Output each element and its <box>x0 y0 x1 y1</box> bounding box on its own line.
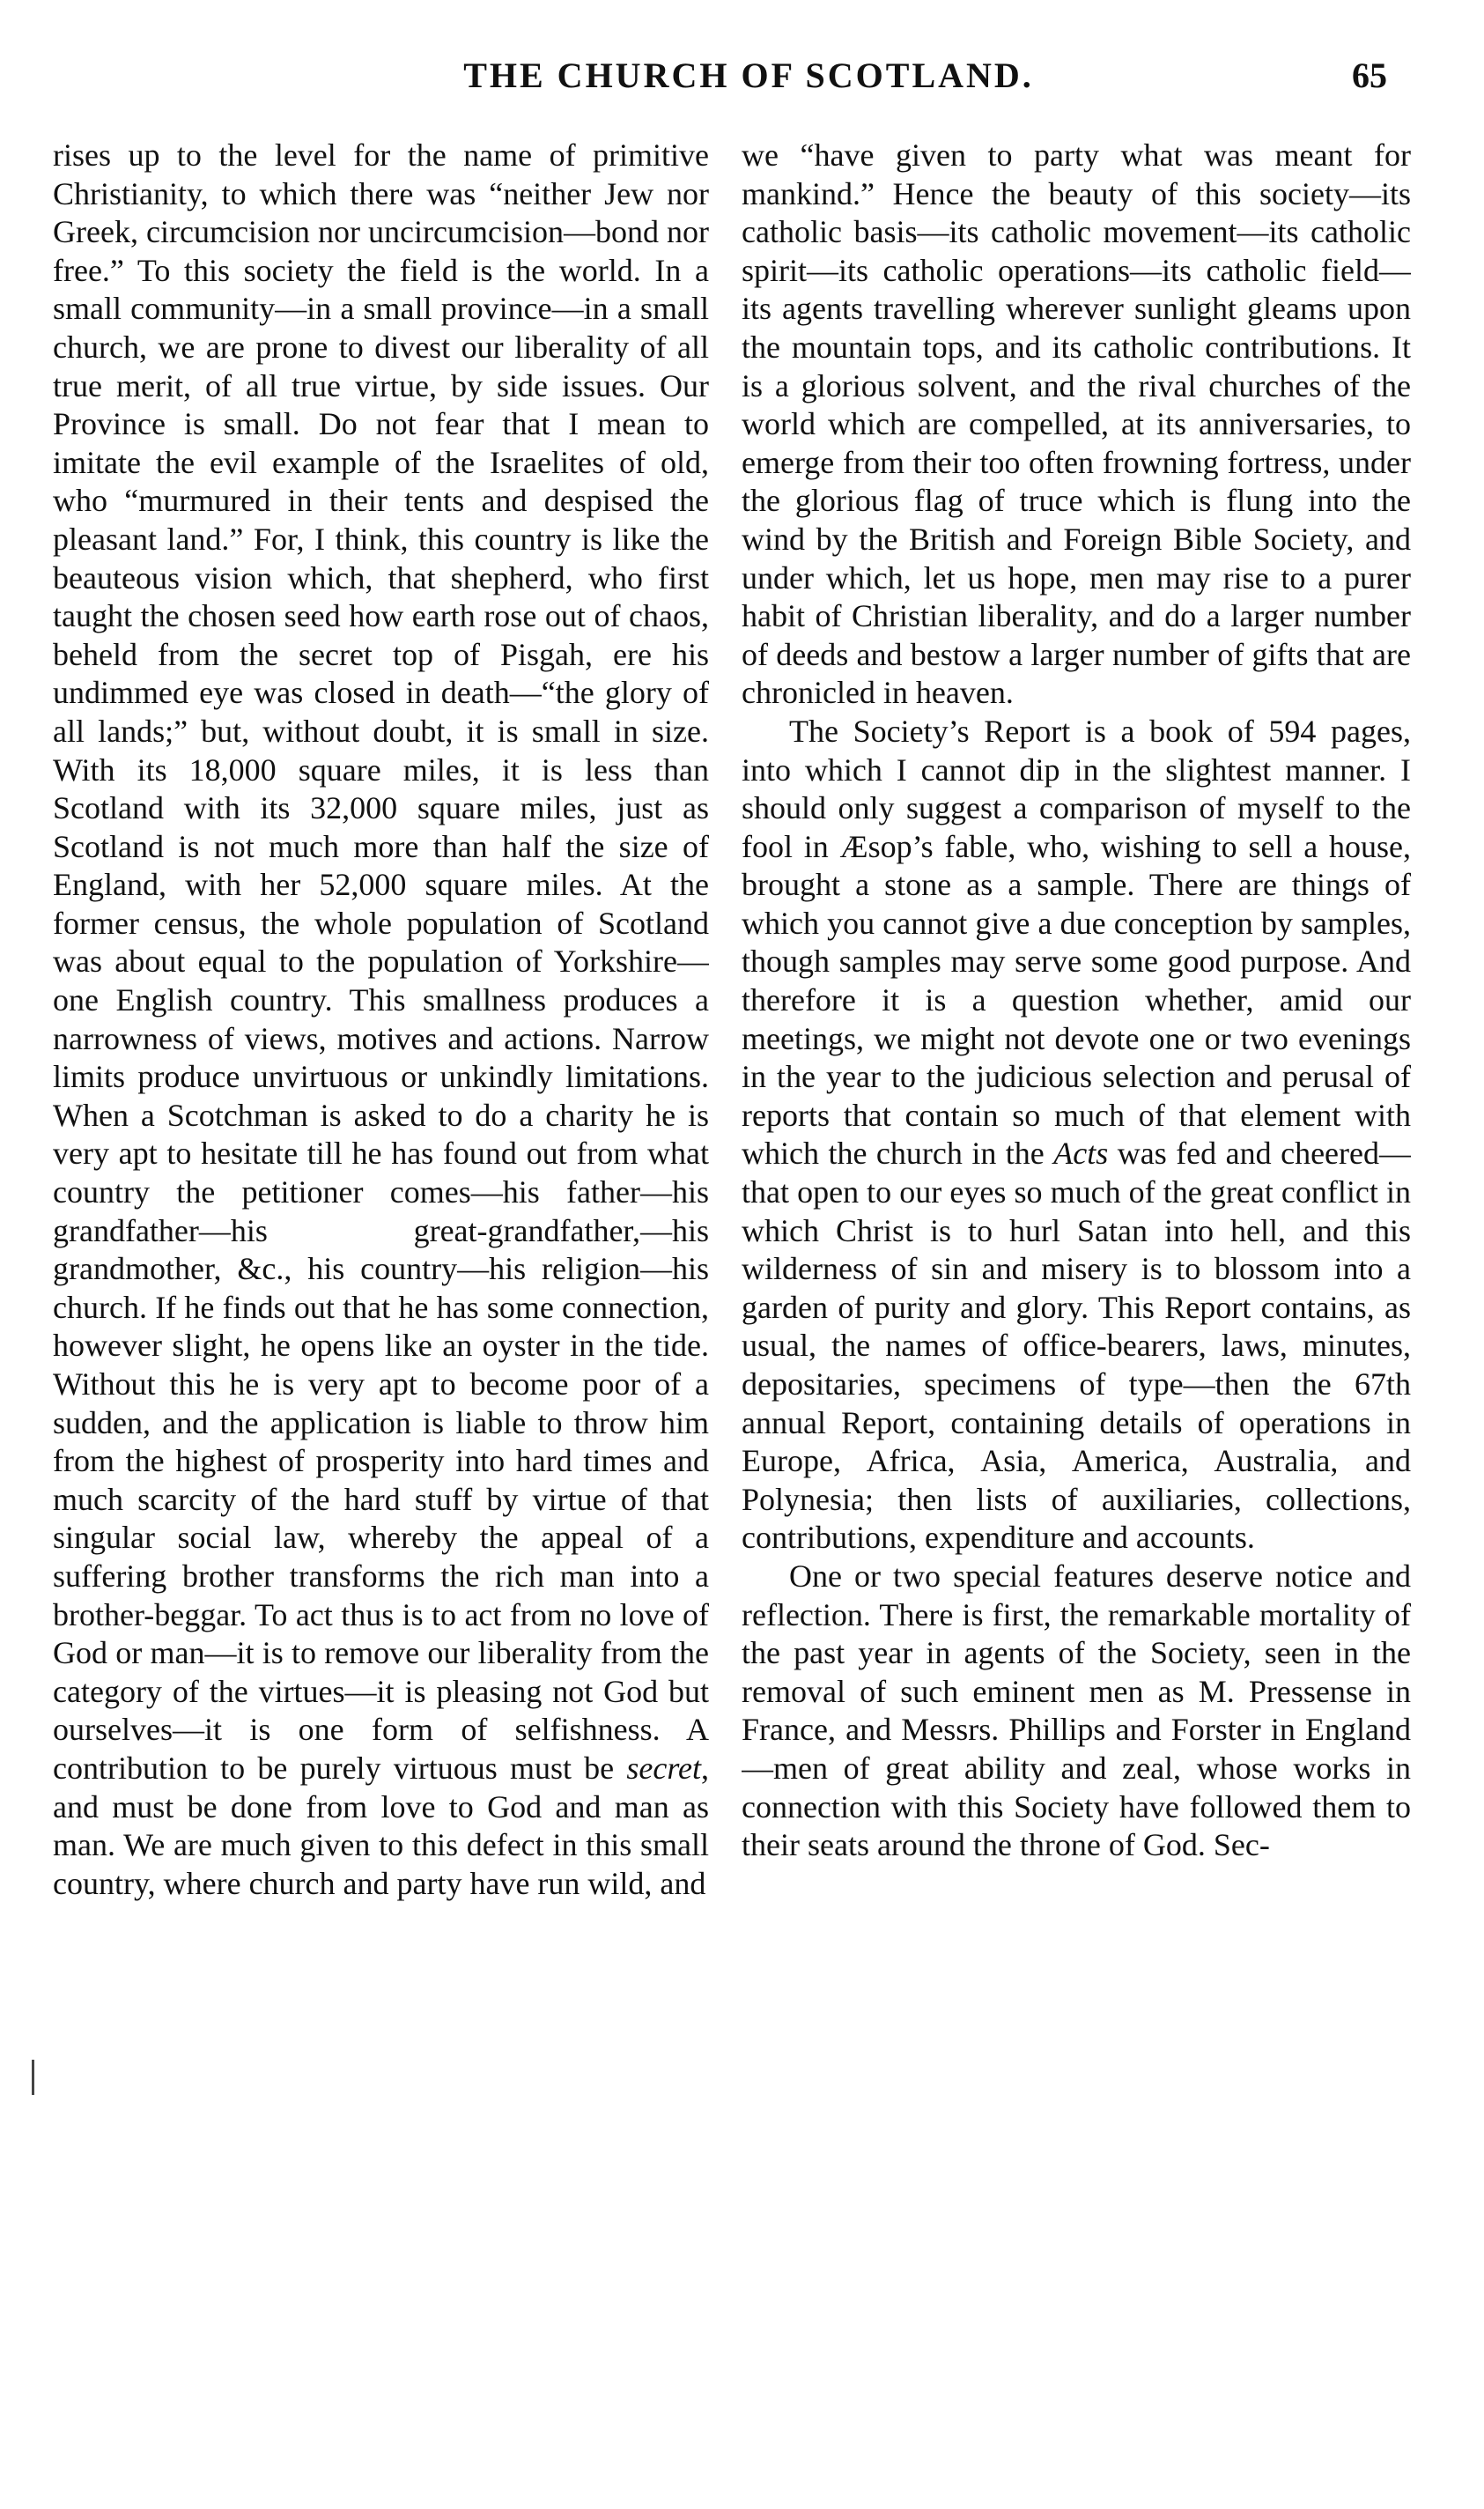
right-paragraph-2-end: was fed and cheered—that open to our eyes so much of the great conflict in which Christ is to hurl Satan into hell, and this wilderness of sin and misery is to blossom into a garden of purity and glory. This Report contains, as usual, the names of office-bearers, laws, minutes, depositaries, specimens of type—then the 67th annual Report, containing details of operations in Europe, Africa, Asia, America, Australia, and Polynesia; then lists of auxiliaries, collections, contributions, expenditure and accounts. <box>742 1136 1411 1556</box>
left-paragraph-1-text: rises up to the level for the name of primitive Christianity, to which there was “neither Jew nor Greek, circumcision nor uncircumcision—bond nor free.” To this society the field is the world. In a small community—in a small province—in a small church, we are prone to divest our liberality of all true merit, of all true virtue, by side issues. Our Province is small. Do not fear that I mean to imitate the evil example of the Israelites of old, who “murmured in their tents and despised the pleasant land.” For, I think, this country is like the beauteous vision which, that shepherd, who first taught the chosen seed how earth rose out of chaos, beheld from the secret top of Pisgah, ere his undimmed eye was closed in death—“the glory of all lands;” but, without doubt, it is small in size. With its 18,000 square miles, it is less than Scotland with its 32,000 square miles, just as Scotland is not much more than half the size of England, with her 52,000 square miles. At the former census, the whole population of Scotland was about equal to the population of Yorkshire—one English country. This smallness produces a narrowness of views, motives and actions. Narrow limits produce unvirtuous or unkindly limitations. When a Scotchman is asked to do a charity he is very apt to hesitate till he has found out from what country the petitioner comes—his father—his grandfather—his great-grandfather,—his grandmother, &c., his country—his religion—his church. If he finds out that he has some connection, however slight, he opens like an oyster in the tide. Without this he is very apt to become poor of a sudden, and the application is liable to throw him from the highest of prosperity into hard times and much scarcity of the hard stuff by virtue of that singular social law, whereby the appeal of a suffering brother transforms the rich man into a brother-beggar. To act thus is to act from no love of God or man—it is to remove our liberality from the category of the virtues—it is pleasing not God but ourselves—it is one form of selfishness. A contribution to be purely virtuous must be <box>53 137 709 1786</box>
right-paragraph-1: we “have given to party what was meant for mankind.” Hence the beauty of this society—its catholic basis—its catholic movement—its catholic spirit—its catholic operations—its catholic field—its agents travelling wherever sunlight gleams upon the mountain tops, and its catholic contributions. It is a glorious solvent, and the rival churches of the world which are compelled, at its anniversaries, to emerge from their too often frowning fortress, under the glorious flag of truce which is flung into the wind by the British and Foreign Bible Society, and under which, let us hope, men may rise to a purer habit of Christian liberality, and do a larger number of deeds and bestow a larger number of gifts that are chronicled in heaven. <box>742 137 1411 711</box>
left-paragraph-1 <box>53 137 709 1903</box>
page-header <box>0 55 1484 125</box>
right-column <box>742 137 1411 2445</box>
right-paragraph-3: One or two special features deserve notice and reflection. There is first, the remarkable mortality of the past year in agents of the Society, seen in the removal of such eminent men as M. Pressense in France, and Messrs. Phillips and Forster in England—men of great ability and zeal, whose works in connection with this Society have followed them to their seats around the throne of God. Sec- <box>742 1558 1411 1863</box>
margin-mark <box>32 2060 34 2095</box>
italic-secret: secret <box>626 1750 701 1786</box>
page-number: 65 <box>1352 56 1387 95</box>
right-paragraph-2 <box>742 713 1411 1558</box>
left-column <box>53 137 709 2445</box>
italic-acts: Acts <box>1053 1136 1109 1172</box>
running-title: THE CHURCH OF SCOTLAND. <box>463 56 1034 95</box>
right-paragraph-2-text: The Society’s Report is a book of 594 pages, into which I cannot dip in the slightest manner. I should only suggest a comparison of myself to the fool in Æsop’s fable, who, wishing to sell a house, brought a stone as a sample. There are things of which you cannot give a due conception by samples, though samples may serve some good purpose. And therefore it is a question whether, amid our meetings, we might not devote one or two evenings in the year to the judicious selection and perusal of reports that contain so much of that element with which the church in the <box>742 713 1411 1172</box>
left-paragraph-1-end: , and must be done from love to God and man as man. We are much given to this defect in this small country, where church and party have run wild, and <box>53 1750 709 1901</box>
